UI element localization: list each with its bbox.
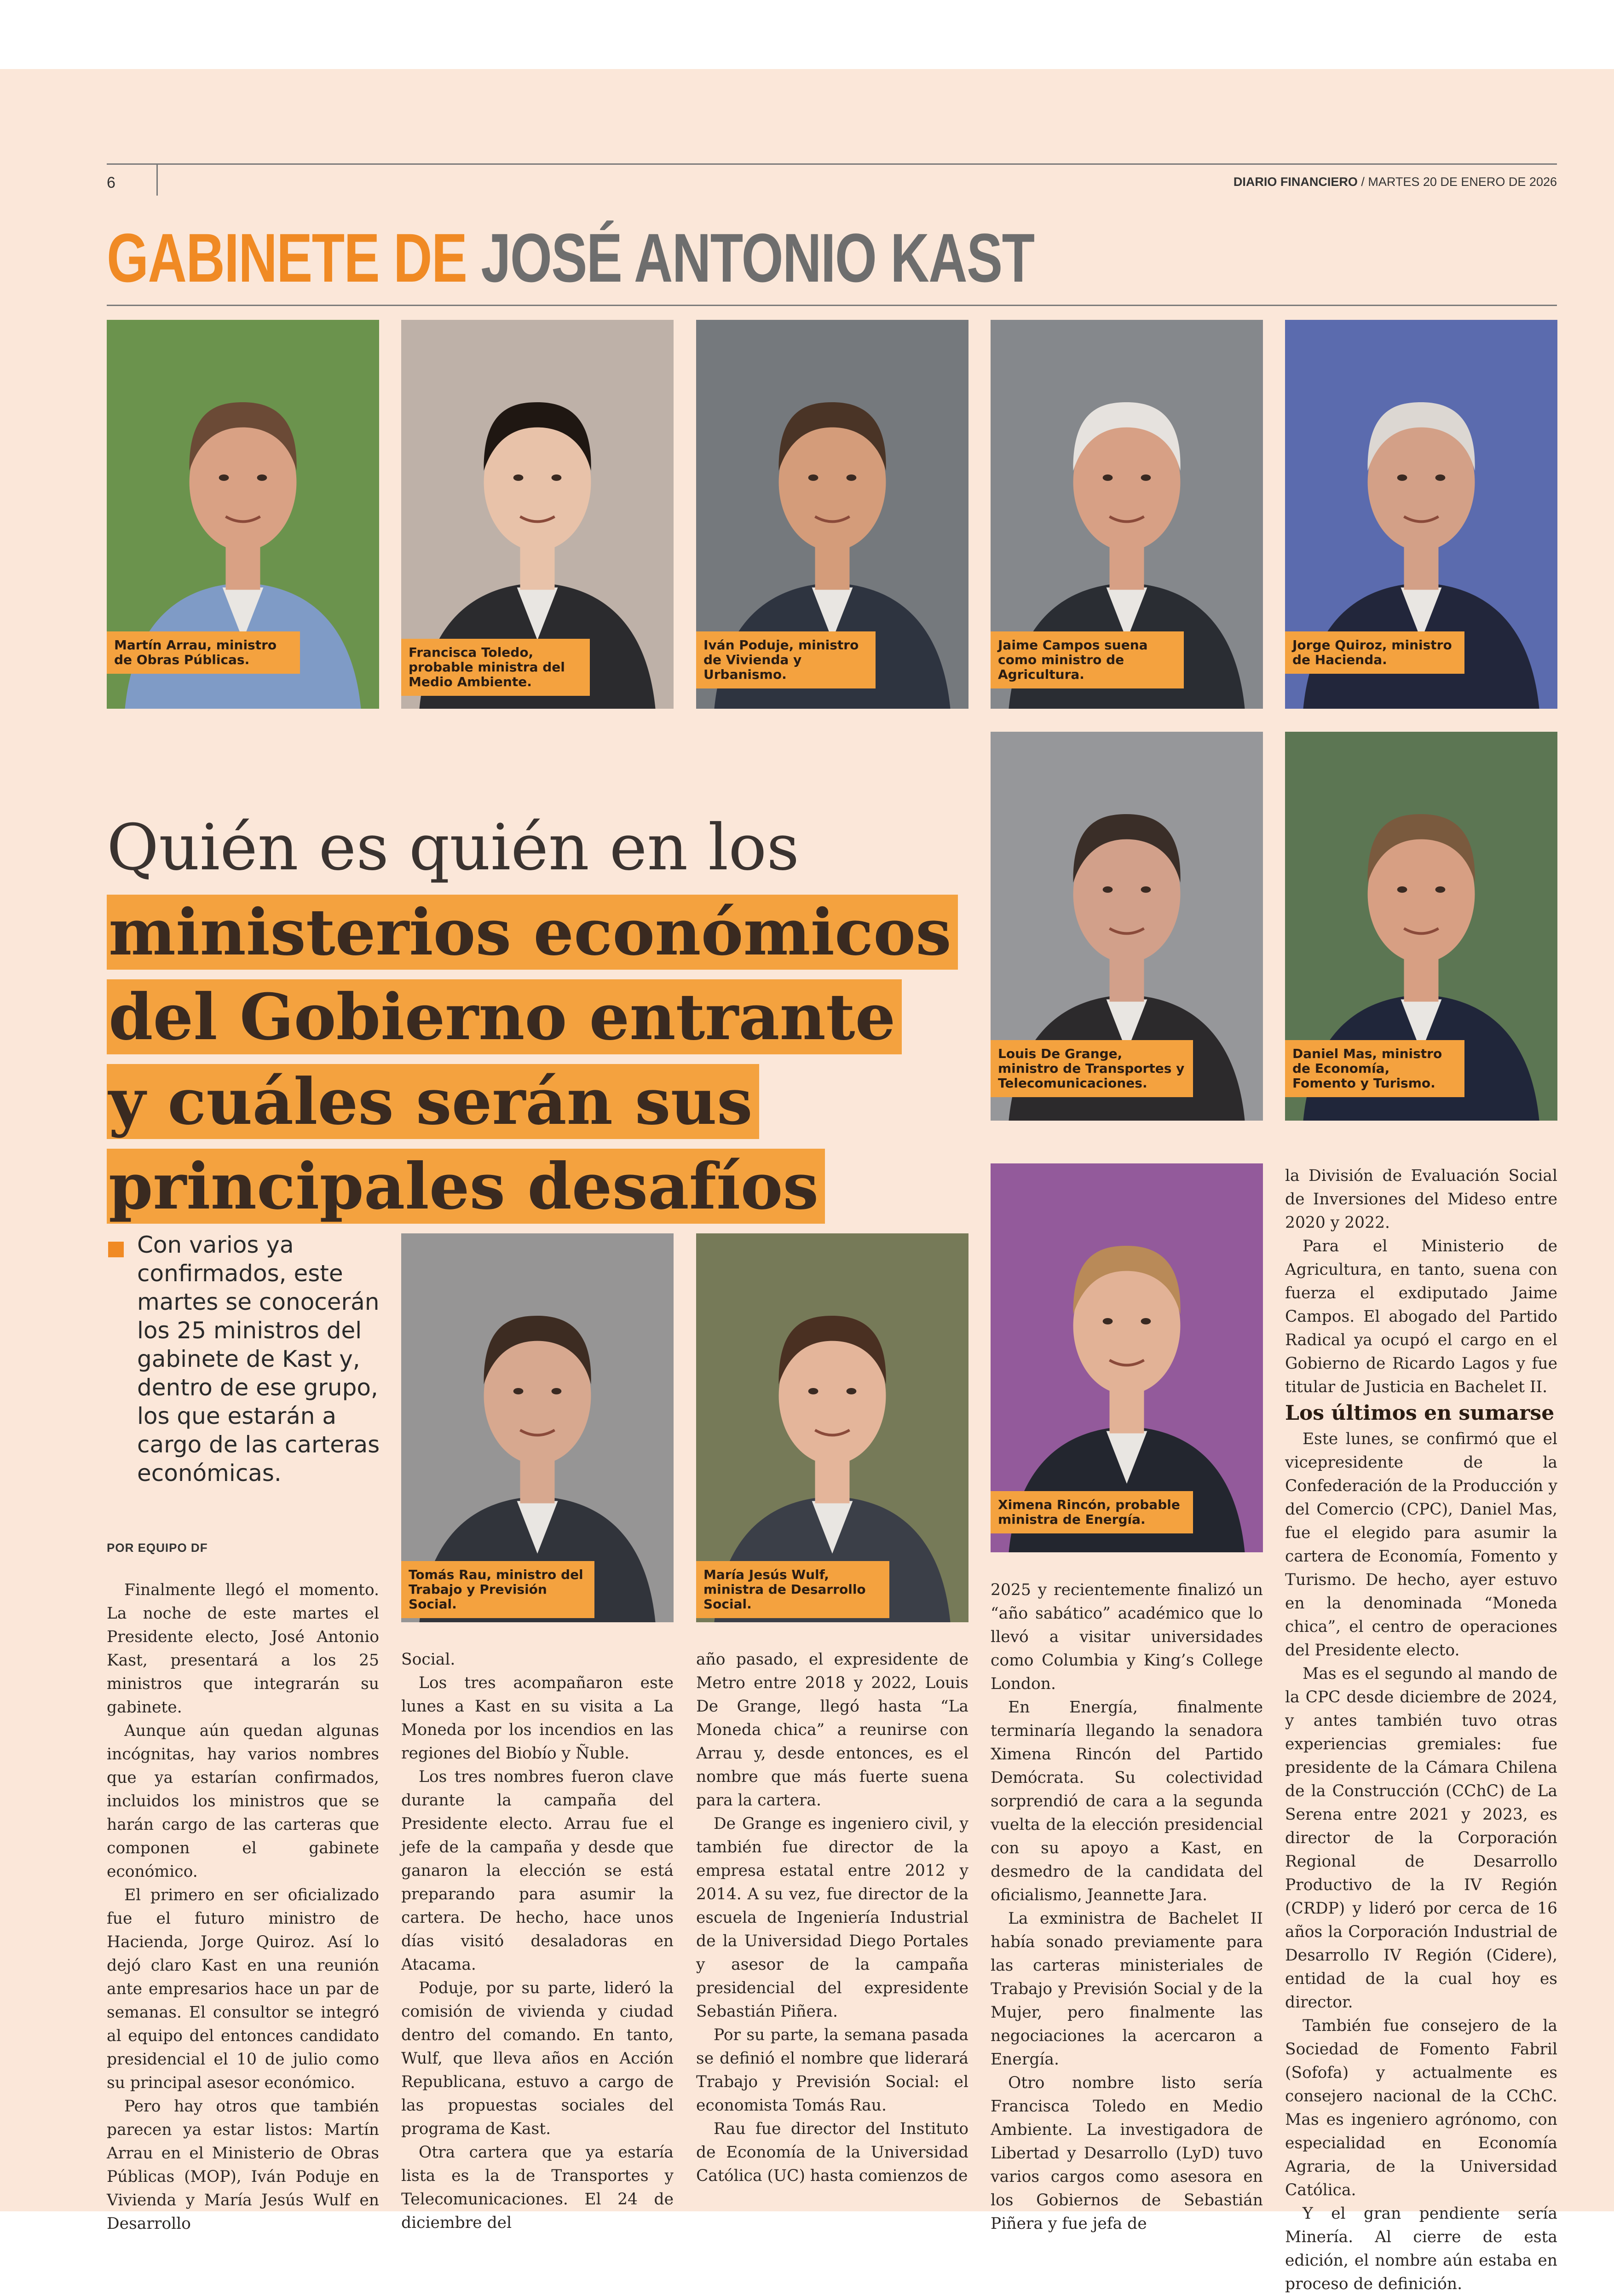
photo-caption: Tomás Rau, ministro del Trabajo y Previsión Social. [401, 1561, 594, 1618]
photo-caption: María Jesús Wulf, ministra de Desarrollo Social. [696, 1561, 889, 1618]
subheading: Los últimos en sumarse [1285, 1401, 1555, 1425]
photo-caption: Martín Arrau, ministro de Obras Públicas. [107, 631, 300, 674]
headline-line: Quién es quién en los [107, 810, 800, 885]
body-paragraph: Y el gran pendiente sería Minería. Al cierre de esta edición, el nombre aún estaba en proceso de definición. [1285, 2204, 1557, 2293]
body-paragraph: El primero en ser oficializado fue el futuro ministro de Hacienda, Jorge Quiroz. Así lo dejó claro Kast en una reunión ante empresarios hace un par de semanas. El consultor se integró al equipo del entonces candidato presidencial el 10 de julio como su principal asesor económico. [107, 1886, 379, 2092]
lead-summary: Con varios ya confirmados, este martes se conocerán los 25 ministros del gabinete de Kast y, dentro de ese grupo, los que estarán a cargo de las carteras económicas. [137, 1232, 380, 1486]
headline-line-highlight: principales desafíos [107, 1149, 825, 1224]
body-paragraph: Poduje, por su parte, lideró la comisión de vivienda y ciudad dentro del comando. En tanto, Wulf, que lleva años en Acción Republicana, estuvo a cargo de las propuestas sociales del programa de Kast. [401, 1979, 674, 2138]
section-rule [107, 305, 1557, 306]
section-title [107, 219, 1034, 296]
issue-date: / MARTES 20 DE ENERO DE 2026 [1357, 175, 1557, 189]
photo-caption: Jorge Quiroz, ministro de Hacienda. [1285, 631, 1464, 674]
body-paragraph: Social. [401, 1650, 455, 1669]
body-paragraph: Otra cartera que ya estaría lista es la de Transportes y Telecomunicaciones. El 24 de diciembre del [401, 2143, 674, 2232]
photo-caption: Jaime Campos suena como ministro de Agricultura. [991, 631, 1184, 688]
photo-caption: Iván Poduje, ministro de Vivienda y Urbanismo. [696, 631, 876, 688]
body-paragraph: Mas es el segundo al mando de la CPC desde diciembre de 2024, y antes también tuvo otras experiencias gremiales: fue presidente de la Cámara Chilena de la Construcción (CChC) de La Serena entre 2021 y 2023, es director de la Corporación Regional de Desarrollo Productivo de la IV Región (CRDP) y lideró por cerca de 16 años la Corporación Industrial de Desarrollo IV Región (Cidere), entidad de la cual hoy es director. [1285, 1665, 1557, 2012]
body-paragraph: Para el Ministerio de Agricultura, en tanto, suena con fuerza el exdiputado Jaime Campos. El abogado del Partido Radical ya ocupó el cargo en el Gobierno de Ricardo Lagos y fue titular de Justicia en Bachelet II. [1285, 1237, 1557, 1396]
body-column-3 [696, 1648, 968, 2188]
byline: POR EQUIPO DF [107, 1541, 208, 1555]
publication-dateline [1234, 175, 1557, 189]
headline-line-highlight: del Gobierno entrante [107, 979, 902, 1054]
photo-caption: Louis De Grange, ministro de Transportes y Telecomunicaciones. [991, 1040, 1193, 1097]
body-paragraph: 2025 y recientemente finalizó un “año sabático” académico que lo llevó a visitar universidades como Columbia y King’s College London. [991, 1581, 1263, 1693]
body-paragraph: Rau fue director del Instituto de Economía de la Universidad Católica (UC) hasta comienzos de [696, 2120, 968, 2185]
body-paragraph: En Energía, finalmente terminaría llegando la senadora Ximena Rincón del Partido Demócrata. Su colectividad sorprendió de cara a la segunda vuelta de la elección presidencial con su apoyo a Kast, en desmedro de la candidata del oficialismo, Jeannette Jara. [991, 1698, 1263, 1904]
lead-bullet-icon [108, 1242, 124, 1257]
header-rule [107, 163, 1557, 165]
body-column-5 [1285, 1164, 1557, 2296]
body-paragraph: La exministra de Bachelet II había sonado previamente para las carteras ministeriales de Trabajo y Previsión Social y de la Mujer, pero finalmente las negociaciones la acercaron a Energía. [991, 1909, 1263, 2069]
body-paragraph: Los tres nombres fueron clave durante la campaña del Presidente electo. Arrau fue el jefe de la campaña y desde que ganaron la elección se está preparando para asumir la cartera. De hecho, hace unos días visitó desaladoras en Atacama. [401, 1768, 674, 1974]
section-title-highlight: GABINETE DE [107, 219, 467, 296]
headline [107, 805, 958, 1229]
body-column-2 [401, 1648, 674, 2235]
body-column-4 [991, 1579, 1263, 2236]
section-title-name: JOSÉ ANTONIO KAST [481, 219, 1034, 296]
headline-line-highlight: y cuáles serán sus [107, 1064, 759, 1139]
body-paragraph: año pasado, el expresidente de Metro entre 2018 y 2022, Louis De Grange, llegó hasta “La Moneda chica” a reunirse con Arrau y, desde entonces, es el nombre que más fuerte suena para la cartera. [696, 1650, 968, 1810]
photo-caption: Francisca Toledo, probable ministra del Medio Ambiente. [401, 639, 590, 696]
body-paragraph: También fue consejero de la Sociedad de Fomento Fabril (Sofofa) y actualmente es consejero nacional de la CChC. Mas es ingeniero agrónomo, con especialidad en Economía Agraria, de la Universidad Católica. [1285, 2017, 1557, 2199]
body-paragraph: Pero hay otros que también parecen ya estar listos: Martín Arrau en el Ministerio de Obras Públicas (MOP), Iván Poduje en Vivienda y María Jesús Wulf en Desarrollo [107, 2097, 379, 2233]
body-paragraph: Los tres acompañaron este lunes a Kast en su visita a La Moneda por los incendios en las regiones del Biobío y Ñuble. [401, 1674, 674, 1763]
body-paragraph: Aunque aún quedan algunas incógnitas, hay varios nombres que ya estarían confirmados, incluidos los ministros que se harán cargo de las carteras que componen el gabinete económico. [107, 1722, 379, 1881]
publication-name: DIARIO FINANCIERO [1233, 175, 1358, 189]
headline-line-highlight: ministerios económicos [107, 895, 958, 970]
body-paragraph: Otro nombre listo sería Francisca Toledo en Medio Ambiente. La investigadora de Libertad y Desarrollo (LyD) tuvo varios cargos como asesora en los Gobiernos de Sebastián Piñera y fue jefa de [991, 2074, 1263, 2233]
photo-caption: Daniel Mas, ministro de Economía, Fomento y Turismo. [1285, 1040, 1464, 1097]
body-column-1 [107, 1579, 379, 2236]
body-paragraph: Por su parte, la semana pasada se definió el nombre que liderará Trabajo y Previsión Social: el economista Tomás Rau. [696, 2026, 968, 2115]
body-paragraph: Este lunes, se confirmó que el vicepresidente de la Confederación de la Producción y del Comercio (CPC), Daniel Mas, fue el elegido para asumir la cartera de Economía, Fomento y Turismo. De hecho, ayer estuvo en la denominada “Moneda chica”, el centro de operaciones del Presidente electo. [1285, 1430, 1557, 1660]
newspaper-page [0, 69, 1614, 2293]
body-paragraph: Finalmente llegó el momento. La noche de este martes el Presidente electo, José Antonio Kast, presentará a los 25 ministros que integrarán su gabinete. [107, 1581, 379, 1717]
photo-caption: Ximena Rincón, probable ministra de Energía. [991, 1491, 1193, 1533]
body-paragraph: la División de Evaluación Social de Inversiones del Mideso entre 2020 y 2022. [1285, 1167, 1557, 1232]
folio-divider [156, 163, 158, 196]
page-number: 6 [107, 174, 115, 191]
body-paragraph: De Grange es ingeniero civil, y también fue director de la empresa estatal entre 2012 y 2014. A su vez, fue director de la escuela de Ingeniería Industrial de la Universidad Diego Portales y asesor de la campaña presidencial del expresidente Sebastián Piñera. [696, 1815, 968, 2021]
